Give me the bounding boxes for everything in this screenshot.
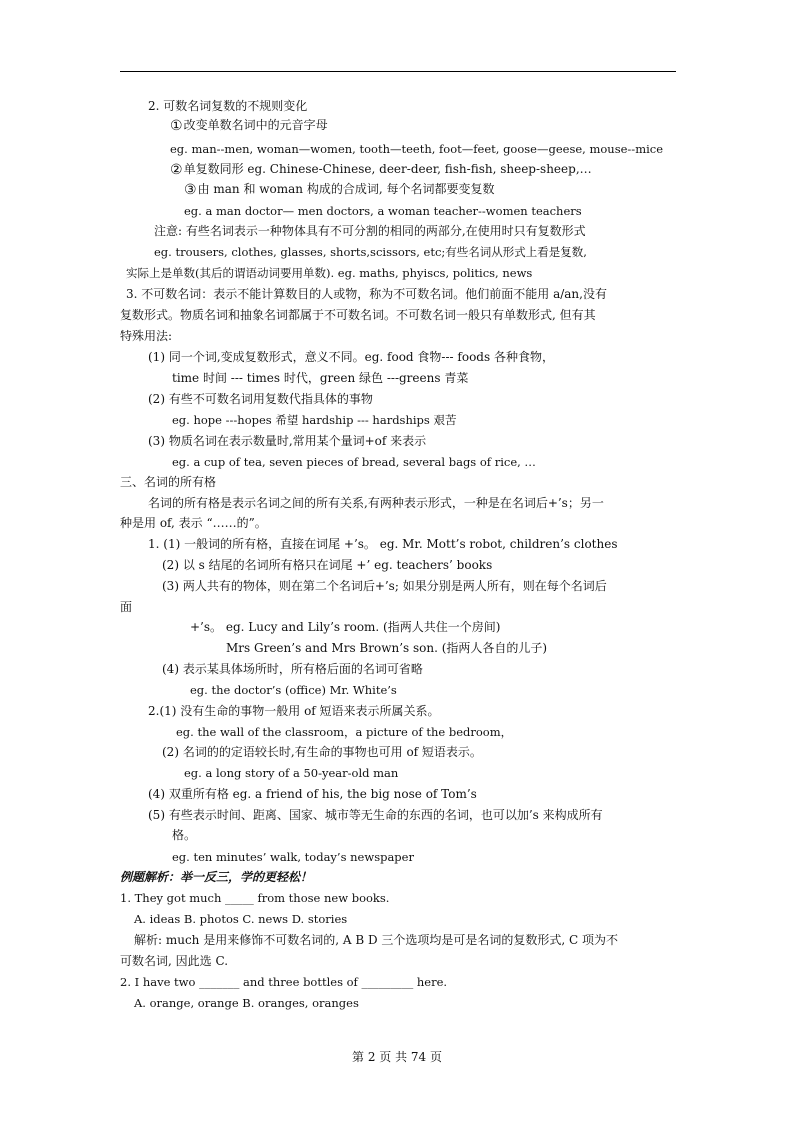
example-line: eg. a long story of a 50-year-old man — [184, 766, 399, 780]
text-line: (3) 两人共有的物体，则在第二个名词后+’s; 如果分别是两人所有，则在每个名词后 — [162, 579, 607, 593]
question-line: 2. I have two _______ and three bottles of _________ here. — [120, 975, 448, 989]
text-line: (3) 物质名词在表示数量时,常用某个量词+of 来表示 — [148, 434, 427, 448]
text-line: (2) 有些不可数名词用复数代指具体的事物 — [148, 392, 373, 406]
text-line: (2) 以 s 结尾的名词所有格只在词尾 +’ eg. teachers’ books — [162, 558, 493, 572]
header-rule — [120, 71, 676, 72]
text-line: 注意: 有些名词表示一种物体具有不可分割的相同的两部分,在使用时只有复数形式 — [154, 224, 586, 238]
text-line: ③由 man 和 woman 构成的合成词, 每个名词都要变复数 — [184, 182, 495, 198]
text-line: ①改变单数名词中的元音字母 — [170, 118, 328, 134]
text-line: (5) 有些表示时间、距离、国家、城市等无生命的东西的名词，也可以加’s 来构成所有 — [148, 808, 603, 822]
example-line: eg. ten minutes’ walk, today’s newspaper — [172, 850, 414, 864]
page-footer: 第 2 页 共 74 页 — [352, 1050, 442, 1064]
text-line: time 时间 --- times 时代，green 绿色 ---greens 青菜 — [172, 371, 469, 385]
analysis-line: 解析: much 是用来修饰不可数名词的, A B D 三个选项均是可是名词的复数形式, C 项为不 — [134, 933, 619, 947]
example-line: eg. trousers, clothes, glasses, shorts,scissors, etc;有些名词从形式上看是复数, — [154, 245, 587, 259]
question-options: A. orange, orange B. oranges, oranges — [134, 996, 359, 1010]
text-line: Mrs Green’s and Mrs Brown’s son. (指两人各自的儿子) — [226, 641, 548, 655]
analysis-line: 可数名词, 因此选 C. — [120, 954, 229, 968]
text-line: 面 — [120, 600, 133, 614]
question-options: A. ideas B. photos C. news D. stories — [134, 912, 348, 926]
example-line: eg. hope ---hopes 希望 hardship --- hardships 艰苦 — [172, 413, 457, 427]
example-line: 实际上是单数(其后的谓语动词要用单数). eg. maths, phyiscs, politics, news — [126, 266, 533, 280]
text-line: (2) 名词的的定语较长时,有生命的事物也可用 of 短语表示。 — [162, 745, 482, 759]
example-line: eg. man--men, woman—women, tooth—teeth, foot—feet, goose—geese, mouse--mice — [170, 142, 664, 156]
text-line: 复数形式。物质名词和抽象名词都属于不可数名词。不可数名词一般只有单数形式, 但有其 — [120, 308, 596, 322]
text-line: (4) 双重所有格 eg. a friend of his, the big nose of Tom’s — [148, 787, 477, 801]
section-heading: 三、名词的所有格 — [120, 475, 217, 489]
text-line: 种是用 of, 表示 “……的”。 — [120, 516, 267, 530]
text-line: (4) 表示某具体场所时，所有格后面的名词可省略 — [162, 662, 423, 676]
text-line: +’s。 eg. Lucy and Lily’s room. (指两人共住一个房间) — [190, 620, 501, 634]
text-line: ②单复数同形 eg. Chinese-Chinese, deer-deer, fish-fish, sheep-sheep,… — [170, 162, 592, 178]
text-line: (1) 同一个词,变成复数形式，意义不同。eg. food 食物--- foods 各种食物， — [148, 350, 554, 364]
circled-number-marker: ② — [170, 162, 183, 178]
circled-number-marker: ③ — [184, 182, 197, 198]
examples-heading: 例题解析：举一反三，学的更轻松！ — [120, 870, 313, 884]
text-line: 2. 可数名词复数的不规则变化 — [148, 99, 308, 113]
text-line: 名词的所有格是表示名词之间的所有关系,有两种表示形式，一种是在名词后+’s；另一 — [148, 496, 604, 510]
circled-number-marker: ① — [170, 118, 183, 134]
example-line: eg. a man doctor— men doctors, a woman teacher--women teachers — [184, 204, 582, 218]
text-line: 格。 — [172, 828, 197, 842]
text-line: 2.(1) 没有生命的事物一般用 of 短语来表示所属关系。 — [148, 704, 440, 718]
text-line: 1. (1) 一般词的所有格，直接在词尾 +’s。 eg. Mr. Mott’s robot, children’s clothes — [148, 537, 618, 551]
text-line: 3. 不可数名词：表示不能计算数目的人或物，称为不可数名词。他们前面不能用 a/an,没有 — [126, 287, 607, 301]
example-line: eg. the doctor’s (office) Mr. White’s — [190, 683, 397, 697]
question-line: 1. They got much _____ from those new books. — [120, 891, 390, 905]
example-line: eg. the wall of the classroom，a picture of the bedroom， — [176, 725, 513, 739]
text-line: 特殊用法: — [120, 329, 173, 343]
example-line: eg. a cup of tea, seven pieces of bread, several bags of rice, … — [172, 455, 536, 469]
